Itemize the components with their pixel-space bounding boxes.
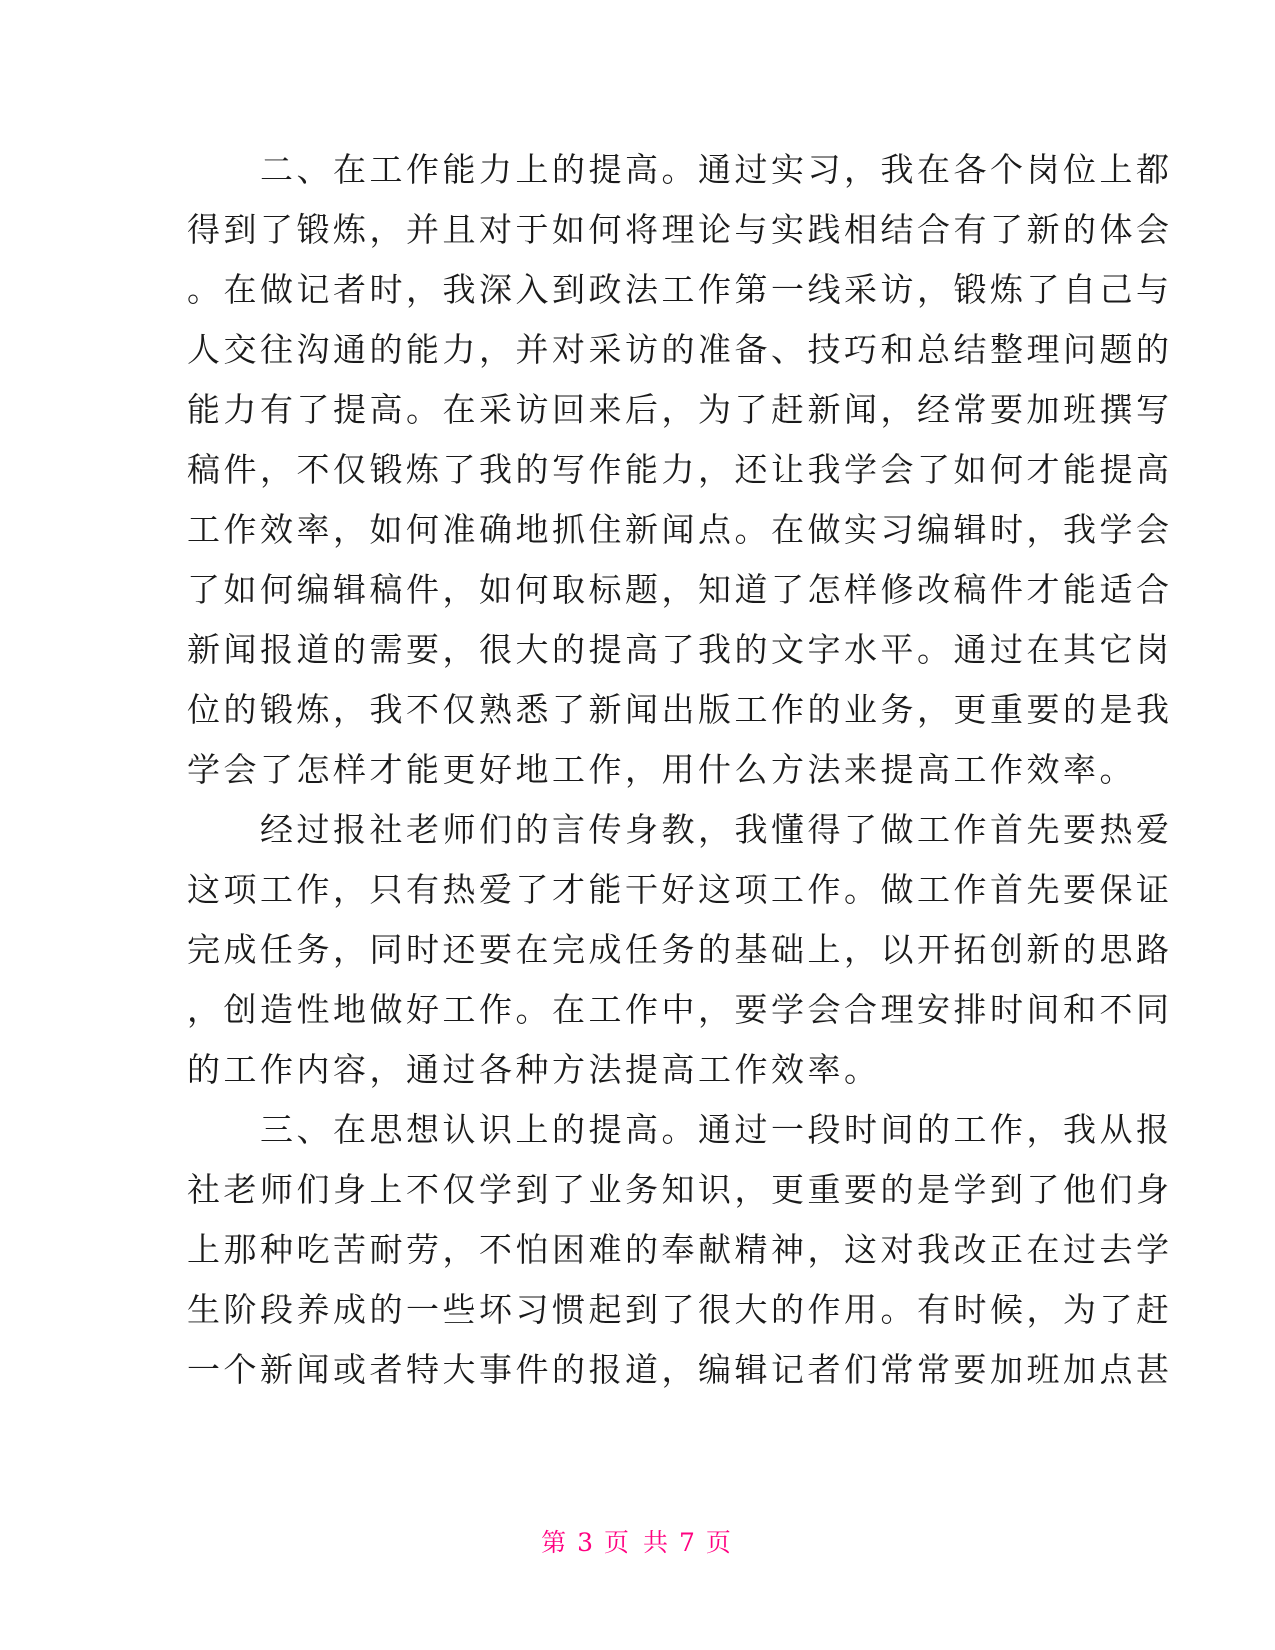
text-line: 了如何编辑稿件，如何取标题，知道了怎样修改稿件才能适合 <box>187 570 1173 609</box>
text-line: 三、在思想认识上的提高。通过一段时间的工作，我从报 <box>187 1110 1173 1149</box>
text-line: 能力有了提高。在采访回来后，为了赶新闻，经常要加班撰写 <box>187 390 1173 429</box>
text-line: 这项工作，只有热爱了才能干好这项工作。做工作首先要保证 <box>187 870 1173 909</box>
text-line: 完成任务，同时还要在完成任务的基础上，以开拓创新的思路 <box>187 930 1173 969</box>
footer-suffix: 页 <box>705 1528 734 1557</box>
footer-prefix: 第 <box>541 1528 570 1557</box>
text-line: 二、在工作能力上的提高。通过实习，我在各个岗位上都 <box>187 150 1173 189</box>
footer-total-pages: 7 <box>678 1528 698 1557</box>
text-line: 得到了锻炼，并且对于如何将理论与实践相结合有了新的体会 <box>187 210 1173 249</box>
footer-page-number: 3 <box>577 1528 597 1557</box>
text-line: 位的锻炼，我不仅熟悉了新闻出版工作的业务，更重要的是我 <box>187 690 1173 729</box>
text-line: 社老师们身上不仅学到了业务知识，更重要的是学到了他们身 <box>187 1170 1173 1209</box>
text-line: ，创造性地做好工作。在工作中，要学会合理安排时间和不同 <box>187 990 1173 1029</box>
text-line: 人交往沟通的能力，并对采访的准备、技巧和总结整理问题的 <box>187 330 1173 369</box>
text-line: 上那种吃苦耐劳，不怕困难的奉献精神，这对我改正在过去学 <box>187 1230 1173 1269</box>
text-line: 经过报社老师们的言传身教，我懂得了做工作首先要热爱 <box>187 810 1173 849</box>
text-line: 生阶段养成的一些坏习惯起到了很大的作用。有时候，为了赶 <box>187 1290 1173 1329</box>
text-line: 新闻报道的需要，很大的提高了我的文字水平。通过在其它岗 <box>187 630 1173 669</box>
text-line: 稿件，不仅锻炼了我的写作能力，还让我学会了如何才能提高 <box>187 450 1173 489</box>
footer-mid: 页 共 <box>604 1528 671 1557</box>
text-line: 。在做记者时，我深入到政法工作第一线采访，锻炼了自己与 <box>187 270 1173 309</box>
text-line: 学会了怎样才能更好地工作，用什么方法来提高工作效率。 <box>187 750 1136 789</box>
text-line: 一个新闻或者特大事件的报道，编辑记者们常常要加班加点甚 <box>187 1350 1173 1389</box>
text-line: 工作效率，如何准确地抓住新闻点。在做实习编辑时，我学会 <box>187 510 1173 549</box>
text-line: 的工作内容，通过各种方法提高工作效率。 <box>187 1050 881 1089</box>
body-text <box>187 140 1173 1400</box>
page-footer <box>0 1523 1275 1559</box>
